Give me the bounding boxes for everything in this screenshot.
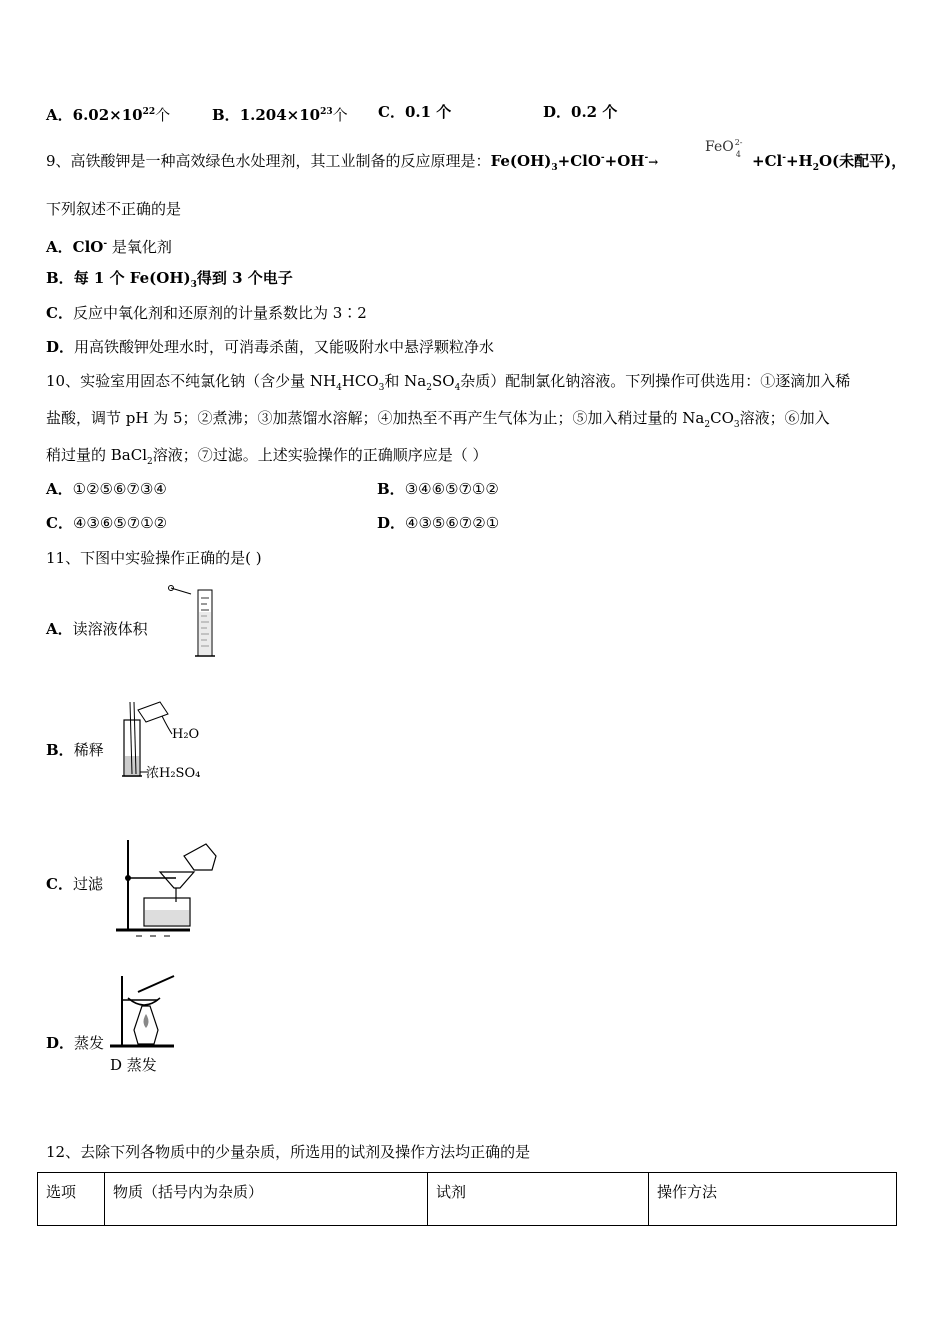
header-reagent: 试剂	[428, 1173, 649, 1226]
filtration-figure	[116, 836, 226, 944]
dilution-figure	[116, 696, 216, 786]
q10-option-c: C．④③⑥⑤⑦①②	[46, 514, 168, 532]
h2o-label: H₂O	[172, 727, 200, 742]
q10-option-d: D．④③⑤⑥⑦②①	[377, 514, 500, 532]
q9-option-b: B．每 1 个 $Fe(OH)_3$得到 3 个电子	[46, 269, 293, 290]
table-header-row	[38, 1173, 897, 1226]
evaporation-figure	[108, 970, 188, 1078]
q9-option-d: D．用高铁酸钾处理水时，可消毒杀菌，又能吸附水中悬浮颗粒净水	[46, 338, 495, 356]
q9-stem-end: 下列叙述不正确的是	[46, 200, 182, 218]
evaporation-caption: D 蒸发	[110, 1056, 157, 1074]
q9-stem: 9、高铁酸钾是一种高效绿色水处理剂，其工业制备的反应原理是：$Fe(OH)_3+ClO^-+OH^-\to$	[46, 152, 659, 173]
q10-option-a: A．①②⑤⑥⑦③④	[46, 480, 167, 498]
header-option: 选项	[38, 1173, 105, 1226]
q11-stem: 11、下图中实验操作正确的是( )	[46, 549, 262, 567]
q9-option-c: C．反应中氧化剂和还原剂的计量系数比为 3∶2	[46, 304, 367, 322]
q8-option-b: B．$1.204\times 10^{23}$个	[212, 106, 348, 124]
q9-feo4-formula: FeO 2- 4	[705, 138, 743, 159]
q10-stem-line3: 稍过量的 BaCl$_2$溶液；⑦过滤。上述实验操作的正确顺序应是（ ）	[46, 446, 488, 467]
graduated-cylinder-figure	[165, 582, 225, 660]
header-method: 操作方法	[649, 1173, 897, 1226]
header-substance: 物质（括号内为杂质）	[105, 1173, 428, 1226]
q8-option-a: A．$6.02\times 10^{22}$个	[46, 106, 171, 124]
conc-h2so4-label: 浓H₂SO₄	[146, 766, 201, 781]
q10-stem-line2: 盐酸，调节 pH 为 5；②煮沸；③加蒸馏水溶解；④加热至不再产生气体为止；⑤加入稍过量的 $Na_2CO_3$溶液；⑥加入	[46, 409, 830, 430]
q9-option-a: A．ClO- 是氧化剂	[46, 238, 172, 256]
q11-option-a: A．读溶液体积	[46, 620, 148, 638]
q11-option-d: D．蒸发	[46, 1034, 105, 1052]
q9-products: $+Cl^-+H_2O$(未配平)，	[752, 152, 907, 173]
q11-option-b: B．稀释	[46, 741, 104, 759]
q8-option-c: C．0.1 个	[378, 103, 452, 121]
q10-option-b: B．③④⑥⑤⑦①②	[377, 480, 499, 498]
q12-stem: 12、去除下列各物质中的少量杂质，所选用的试剂及操作方法均正确的是	[46, 1143, 531, 1161]
q8-option-d: D．0.2 个	[543, 103, 618, 121]
q10-stem-line1: 10、实验室用固态不纯氯化钠（含少量 $NH_4HCO_3$和 $Na_2SO_4$杂质）配制氯化钠溶液。下列操作可供选用：①逐滴加入稀	[46, 372, 851, 393]
q12-table	[37, 1172, 897, 1226]
q11-option-c: C．过滤	[46, 875, 103, 893]
